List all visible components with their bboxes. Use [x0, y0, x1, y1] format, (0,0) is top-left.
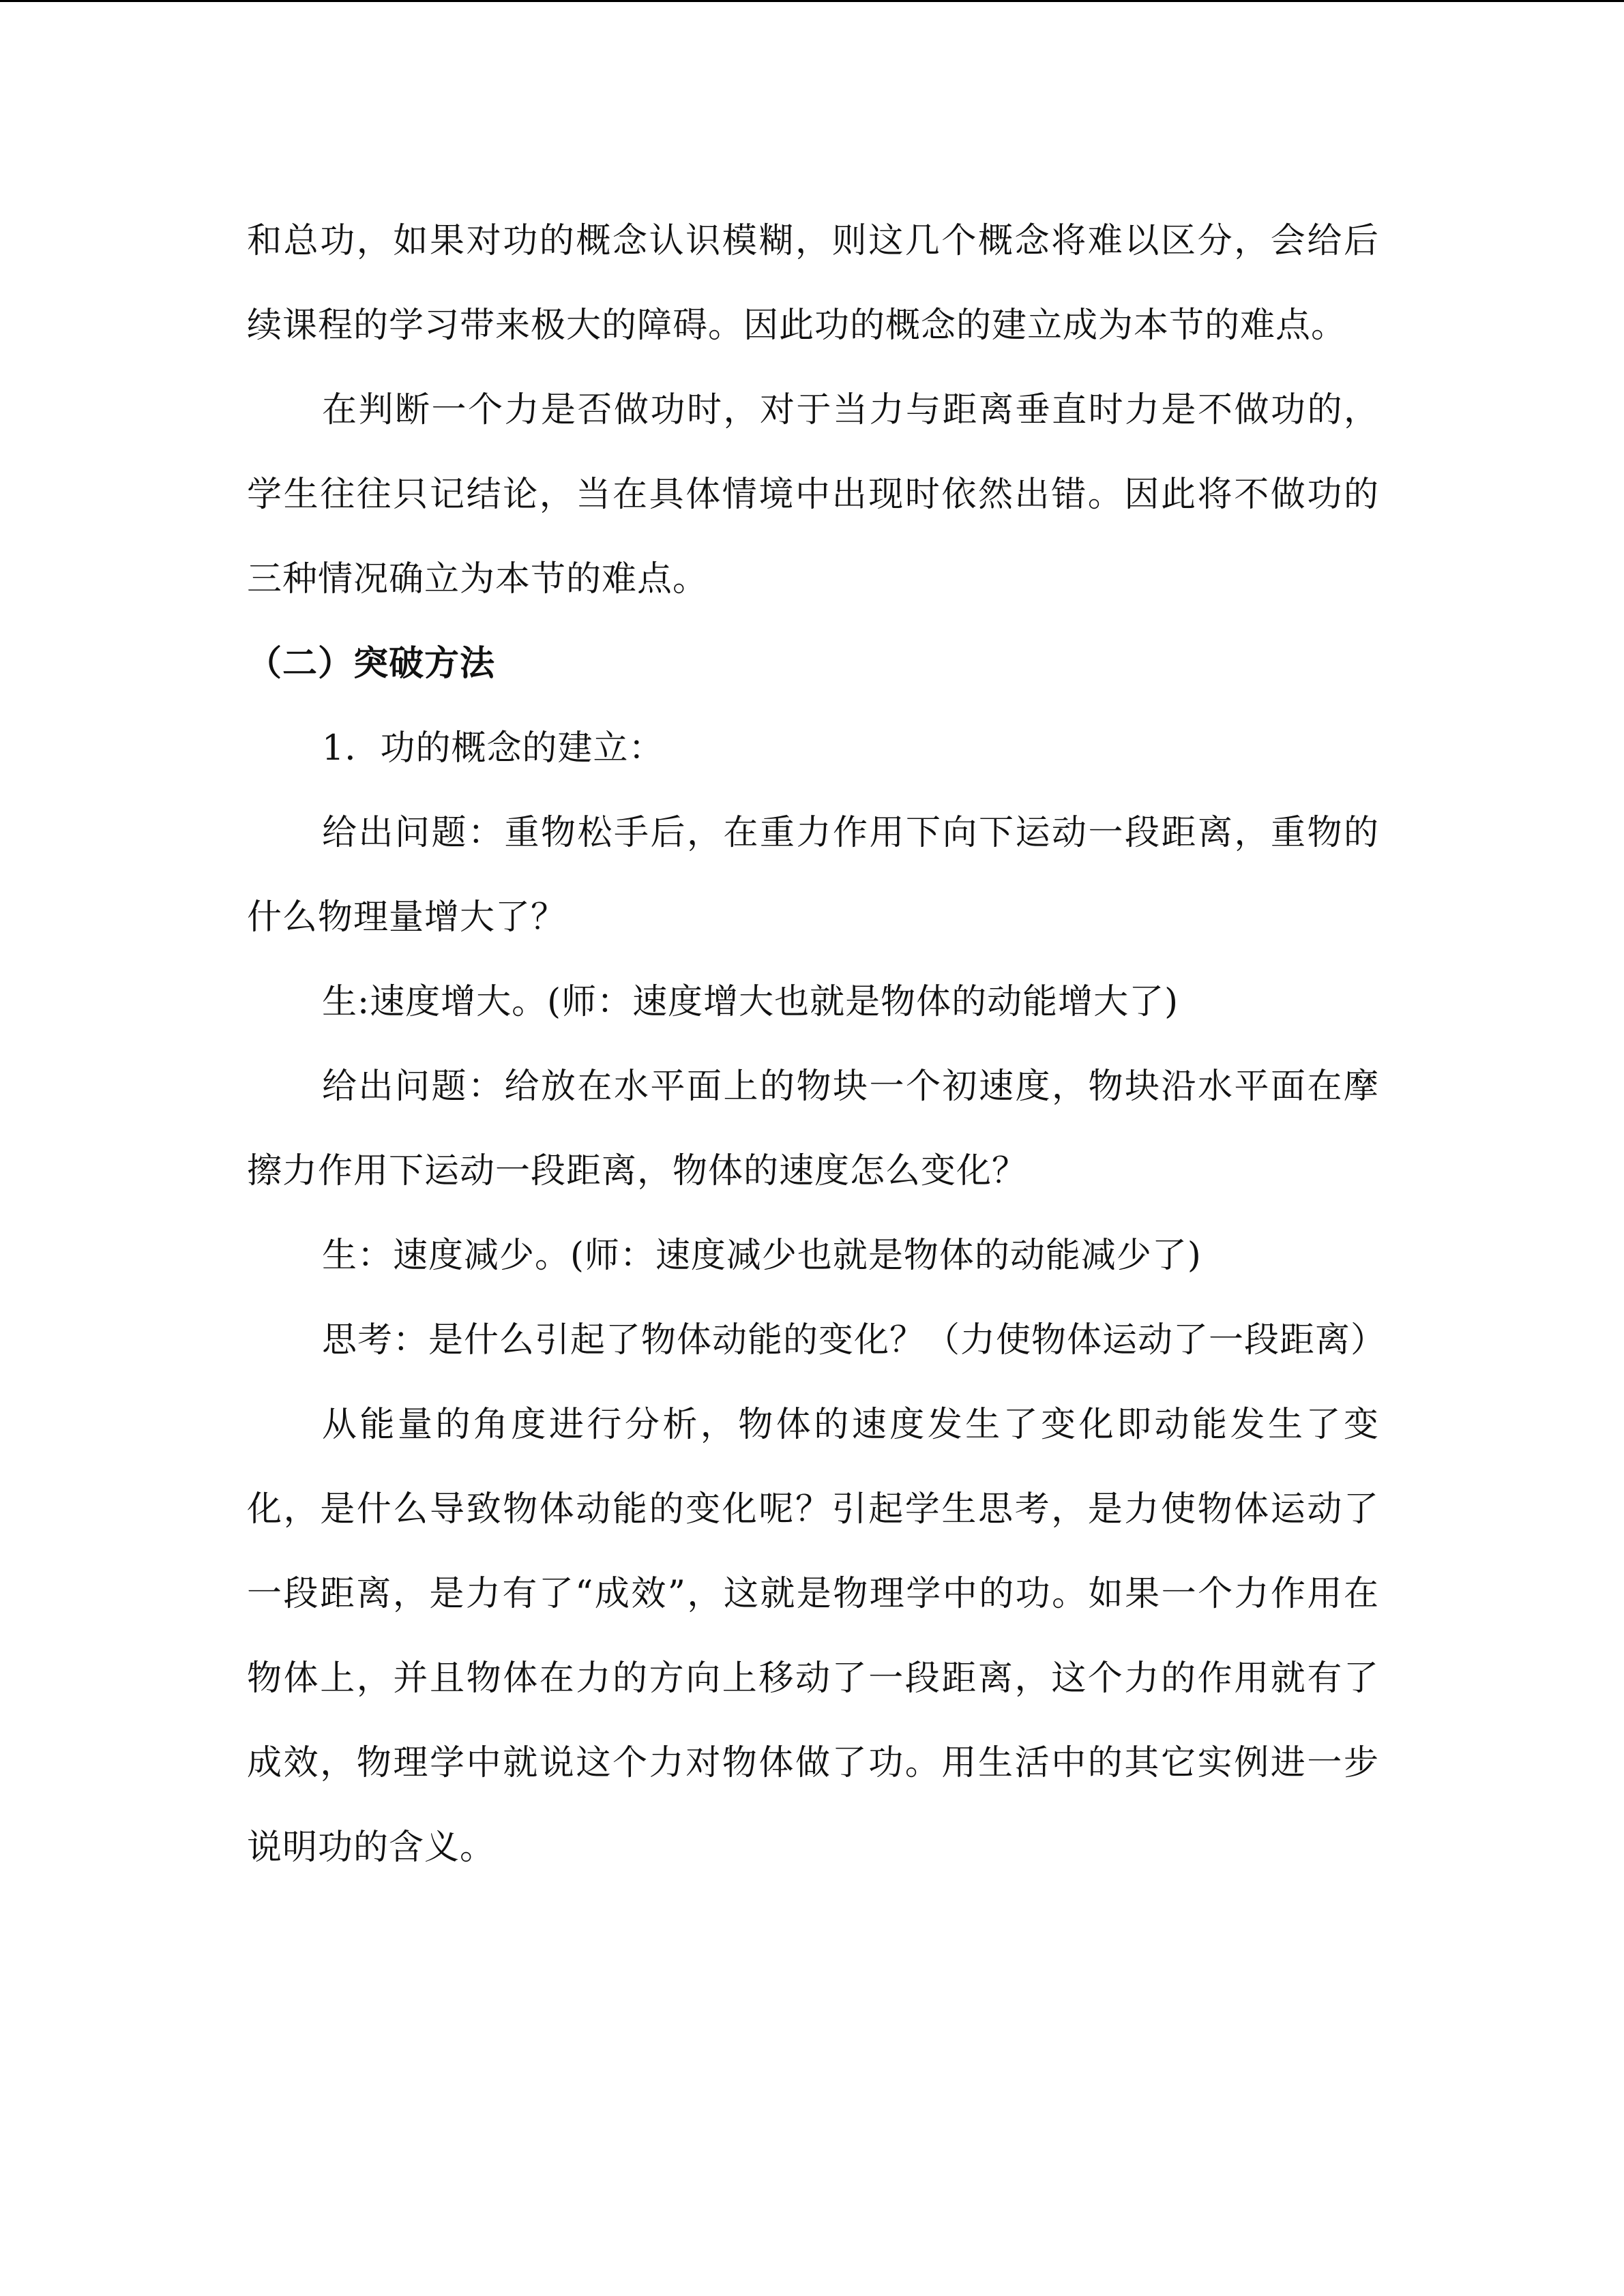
section-heading-methods: （二）突破方法 [247, 644, 496, 684]
paragraph-continuation: 和总功，如果对功的概念认识模糊，则这几个概念将难以区分，会给后续课程的学习带来极大的障碍。因此功的概念的建立成为本节的难点。 [247, 221, 1379, 346]
document-body [247, 199, 1387, 1890]
top-border-line [0, 0, 1624, 2]
paragraph-answer-2: 生：速度减少。(师：速度减少也就是物体的动能减少了) [322, 1236, 1202, 1276]
paragraph-think: 思考：是什么引起了物体动能的变化？（力使物体运动了一段距离） [322, 1320, 1387, 1360]
paragraph-question-2: 给出问题：给放在水平面上的物块一个初速度，物块沿水平面在摩擦力作用下运动一段距离，物体的速度怎么变化？ [247, 1067, 1379, 1191]
subsection-work-concept: 1．功的概念的建立： [322, 728, 664, 769]
paragraph-answer-1: 生:速度增大。(师：速度增大也就是物体的动能增大了) [322, 982, 1179, 1022]
paragraph-difficulty-no-work: 在判断一个力是否做功时，对于当力与距离垂直时力是不做功的，学生往往只记结论，当在具体情境中出现时依然出错。因此将不做功的三种情况确立为本节的难点。 [247, 390, 1379, 599]
paragraph-energy-analysis: 从能量的角度进行分析，物体的速度发生了变化即动能发生了变化，是什么导致物体动能的变化呢？引起学生思考，是力使物体运动了一段距离，是力有了“成效”，这就是物理学中的功。如果一个力作用在物体上，并且物体在力的方向上移动了一段距离，这个力的作用就有了成效，物理学中就说这个力对物体做了功。用生活中的其它实例进一步说明功的含义。 [247, 1405, 1379, 1868]
paragraph-question-1: 给出问题：重物松手后，在重力作用下向下运动一段距离，重物的什么物理量增大了？ [247, 813, 1379, 938]
